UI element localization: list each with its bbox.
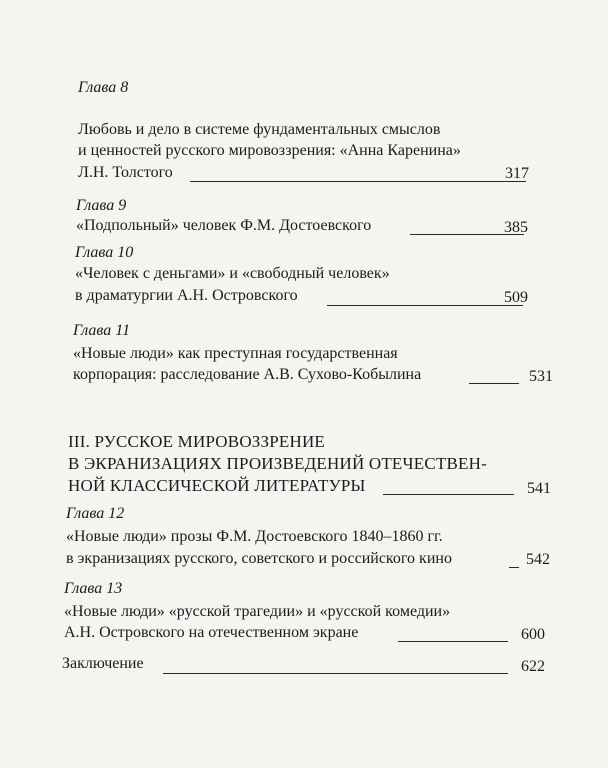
entry-title-line: корпорация: расследование А.В. Сухово-Кобылина — [73, 366, 422, 383]
entry-title-line: «Человек с деньгами» и «свободный человек» — [75, 265, 390, 282]
section-title-line: III. РУССКОЕ МИРОВОЗЗРЕНИЕ — [68, 432, 326, 451]
entry-title-line: А.Н. Островского на отечественном экране — [64, 624, 359, 641]
entry-title-line: «Новые люди» как преступная государственная — [73, 345, 398, 362]
leader-line — [163, 673, 508, 674]
chapter-heading: Глава 10 — [75, 244, 134, 261]
entry-title-line: «Новые люди» «русской трагедии» и «русской комедии» — [64, 603, 451, 620]
entry-title-line: в экранизациях русского, советского и российского кино — [66, 550, 452, 567]
section-title-line: НОЙ КЛАССИЧЕСКОЙ ЛИТЕРАТУРЫ — [68, 476, 366, 495]
entry-title-line: Заключение — [62, 655, 144, 672]
page-number: 542 — [526, 551, 550, 568]
entry-title-line: «Подпольный» человек Ф.М. Достоевского — [76, 217, 372, 234]
entry-title-line: и ценностей русского мировоззрения: «Анна Каренина» — [78, 142, 461, 159]
leader-line — [383, 494, 514, 495]
entry-title-line: Любовь и дело в системе фундаментальных смыслов — [78, 121, 441, 138]
page-number: 541 — [527, 480, 551, 497]
chapter-heading: Глава 8 — [78, 79, 129, 96]
page-number: 385 — [504, 219, 528, 236]
page-number: 531 — [529, 368, 553, 385]
page-number: 622 — [521, 658, 545, 675]
entry-title-line: «Новые люди» прозы Ф.М. Достоевского 1840–1860 гг. — [66, 528, 443, 545]
leader-line — [398, 641, 508, 642]
entry-title-line: в драматургии А.Н. Островского — [75, 287, 298, 304]
chapter-heading: Глава 9 — [76, 197, 127, 214]
page-number: 317 — [505, 165, 529, 182]
leader-line — [469, 383, 519, 384]
page-number: 600 — [521, 626, 545, 643]
section-title-line: В ЭКРАНИЗАЦИЯХ ПРОИЗВЕДЕНИЙ ОТЕЧЕСТВЕН- — [68, 454, 487, 473]
page-number: 509 — [504, 289, 528, 306]
entry-title-line: Л.Н. Толстого — [78, 164, 173, 181]
chapter-heading: Глава 12 — [66, 505, 125, 522]
chapter-heading: Глава 11 — [73, 322, 131, 339]
leader-line — [190, 181, 526, 182]
chapter-heading: Глава 13 — [64, 580, 123, 597]
